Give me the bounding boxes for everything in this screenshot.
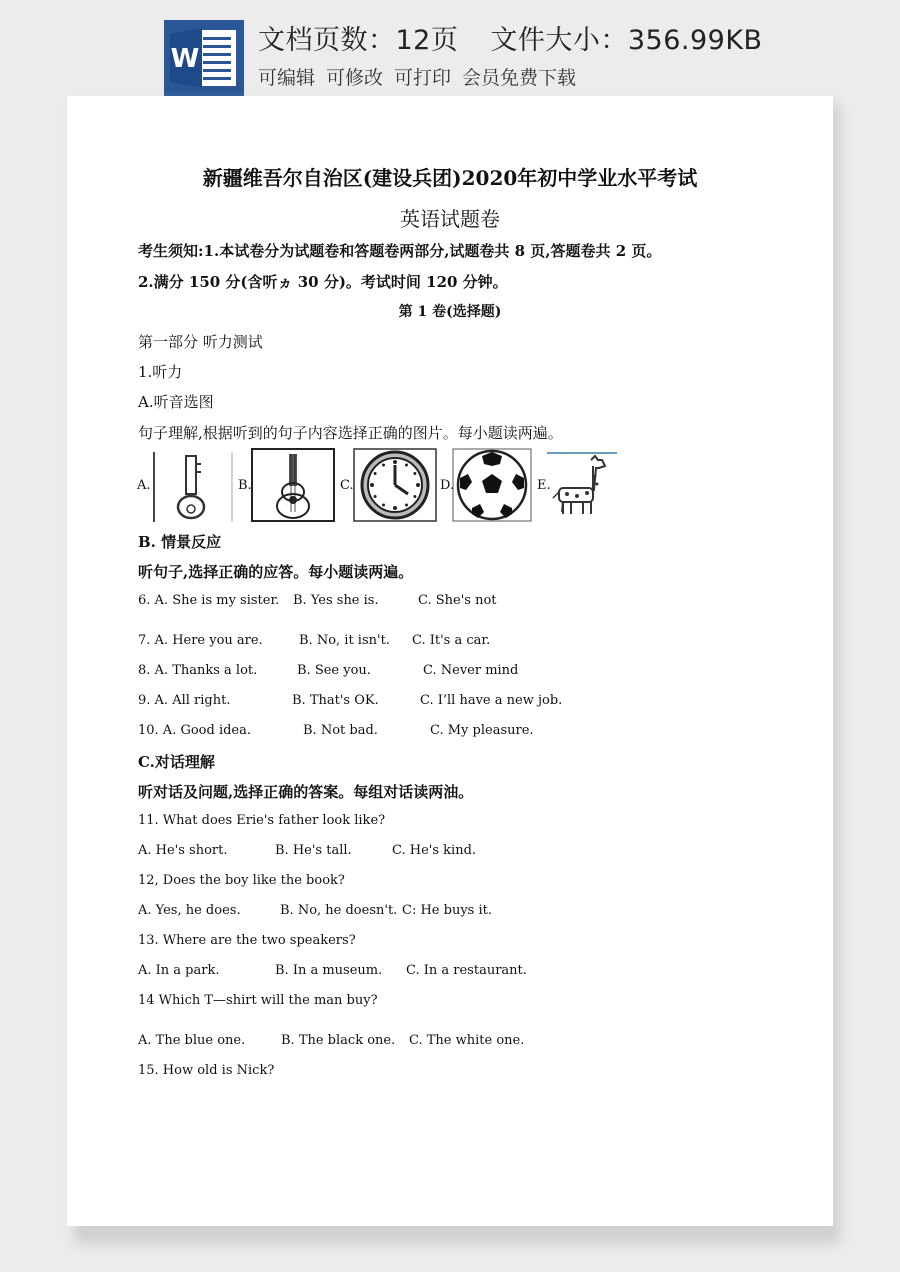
option-c: C. It's a car.	[412, 633, 491, 648]
clock-icon	[353, 448, 437, 522]
section-b-instructions: 听句子,选择正确的应答。每小题读两遍。	[138, 563, 414, 581]
exam-title: 新疆维吾尔自治区(建设兵团)2020年初中学业水平考试	[202, 166, 698, 190]
option-a: 8. A. Thanks a lot.	[138, 663, 258, 678]
option-b: B. In a museum.	[275, 963, 383, 978]
guitar-icon	[251, 448, 335, 522]
section-a-instructions: 句子理解,根据听到的句子内容选择正确的图片。每小题读两遍。	[138, 424, 563, 442]
volume-heading: 第 1 卷(选择题)	[398, 304, 502, 320]
feature-modifiable: 可修改	[326, 67, 384, 89]
question-text: 13. Where are the two speakers?	[138, 933, 356, 948]
option-c: C. I’ll have a new job.	[420, 693, 563, 708]
file-stats	[258, 18, 763, 90]
question-text: 12, Does the boy like the book?	[138, 873, 345, 888]
part-heading: 第一部分 听力测试	[138, 333, 263, 351]
option-b: B. See you.	[297, 663, 371, 678]
section-c-heading: C.对话理解	[138, 753, 215, 771]
option-a: A. He's short.	[138, 843, 228, 858]
section-listening: 1.听力	[138, 363, 183, 381]
option-b: B. That's OK.	[292, 693, 379, 708]
section-b-heading: B. 情景反应	[138, 533, 222, 551]
section-a-heading: A.听音选图	[138, 393, 214, 411]
option-a: 10. A. Good idea.	[138, 723, 252, 738]
option-a: A. In a park.	[138, 963, 220, 978]
option-b: B. Not bad.	[303, 723, 378, 738]
exam-subtitle: 英语试题卷	[400, 207, 500, 231]
download-banner	[0, 0, 900, 100]
option-b: B. Yes she is.	[293, 593, 379, 608]
option-c: C. Never mind	[423, 663, 519, 678]
option-a: 9. A. All right.	[138, 693, 231, 708]
question-text: 11. What does Erie's father look like?	[138, 813, 386, 828]
option-c: C. My pleasure.	[430, 723, 534, 738]
notice-line-2: 2.满分 150 分(含听ヵ 30 分)。考试时间 120 分钟。	[138, 273, 508, 291]
option-a: 7. A. Here you are.	[138, 633, 263, 648]
option-b: B. No, it isn't.	[299, 633, 390, 648]
option-c: C. She's not	[418, 593, 497, 608]
giraffe-icon	[547, 452, 619, 518]
picture-label-d: D.	[440, 478, 455, 493]
word-doc-icon	[164, 20, 244, 96]
option-a: A. Yes, he does.	[138, 903, 241, 918]
question-text: 14 Which T—shirt will the man buy?	[138, 993, 378, 1008]
key-icon	[152, 452, 234, 522]
question-15: 15. How old is Nick?	[138, 1063, 275, 1078]
file-size: 文件大小：356.99KB	[490, 25, 763, 56]
picture-label-e: E.	[537, 478, 551, 493]
option-c: C. He's kind.	[392, 843, 477, 858]
page-count: 文档页数：12页	[258, 25, 459, 56]
document-page	[67, 96, 833, 1226]
option-c: C. The white one.	[409, 1033, 525, 1048]
svg-text:W: W	[170, 44, 200, 74]
option-b: B. The black one.	[281, 1033, 396, 1048]
option-c: C. In a restaurant.	[406, 963, 527, 978]
feature-editable: 可编辑	[258, 67, 316, 89]
option-b: B. He's tall.	[275, 843, 352, 858]
picture-label-b: B.	[238, 478, 252, 493]
football-icon	[452, 448, 532, 522]
feature-member-download: 会员免费下载	[462, 67, 577, 89]
notice-line-1: 考生须知:1.本试卷分为试题卷和答题卷两部分,试题卷共 8 页,答题卷共 2 页。	[138, 242, 662, 260]
feature-printable: 可打印	[394, 67, 452, 89]
section-c-instructions: 听对话及问题,选择正确的答案。每组对话读两油。	[138, 783, 474, 801]
option-b: B. No, he doesn't.	[280, 903, 398, 918]
option-a: 6. A. She is my sister.	[138, 593, 280, 608]
option-a: A. The blue one.	[138, 1033, 246, 1048]
option-c: C: He buys it.	[402, 903, 492, 918]
picture-label-a: A.	[137, 478, 151, 493]
picture-label-c: C.	[340, 478, 354, 493]
